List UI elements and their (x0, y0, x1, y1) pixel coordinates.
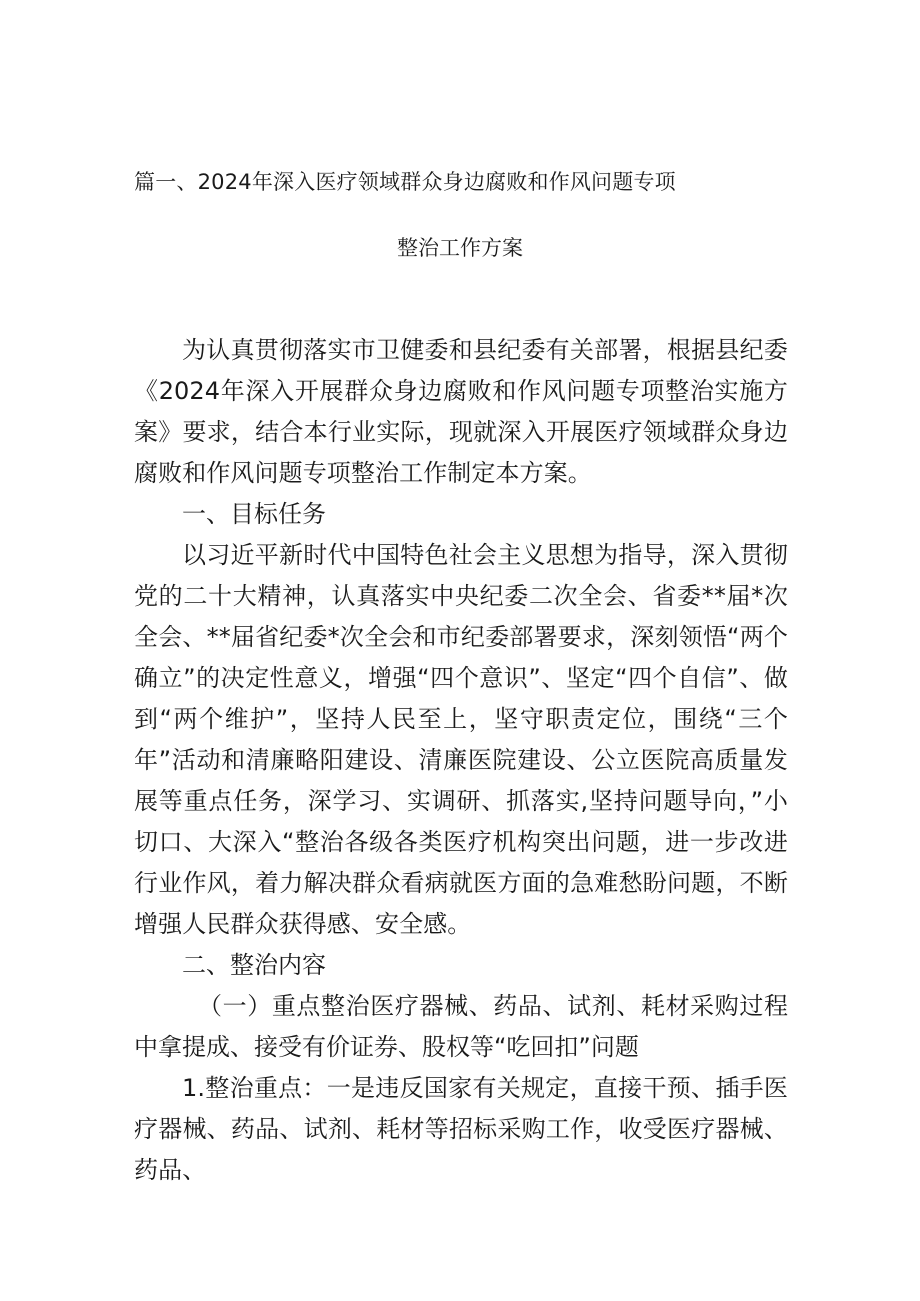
intro-paragraph: 为认真贯彻落实市卫健委和县纪委有关部署，根据县纪委《2024年深入开展群众身边腐败和作风问题专项整治实施方案》要求，结合本行业实际，现就深入开展医疗领域群众身边腐败和作风问题专项整治工作制定本方案。 (134, 336, 788, 487)
document-body (134, 330, 788, 1191)
subsection-1-heading: （一）重点整治医疗器械、药品、试剂、耗材采购过程中拿提成、接受有价证券、股权等“吃回扣”问题 (134, 992, 788, 1061)
document-title-line-1: 篇一、2024年深入医疗领域群众身边腐败和作风问题专项 (134, 170, 676, 194)
section-2-heading: 二、整治内容 (182, 951, 326, 979)
document-title-line-2: 整治工作方案 (397, 236, 523, 260)
section-1-paragraph: 以习近平新时代中国特色社会主义思想为指导，深入贯彻党的二十大精神，认真落实中央纪委二次全会、省委**届*次全会、**届省纪委*次全会和市纪委部署要求，深刻领悟“两个确立”的决定性意义，增强“四个意识”、坚定“四个自信”、做到“两个维护”，坚持人民至上，坚守职责定位，围绕“三个年”活动和清廉略阳建设、清廉医院建设、公立医院高质量发展等重点任务，深学习、实调研、抓落实,坚持问题导向，”小切口、大深入“整治各级各类医疗机构突出问题，进一步改进行业作风，着力解决群众看病就医方面的急难愁盼问题，不断增强人民群众获得感、安全感。 (134, 541, 788, 938)
section-1-heading: 一、目标任务 (182, 500, 326, 528)
item-1-paragraph: 1.整治重点：一是违反国家有关规定，直接干预、插手医疗器械、药品、试剂、耗材等招标采购工作，收受医疗器械、药品、 (134, 1074, 788, 1184)
